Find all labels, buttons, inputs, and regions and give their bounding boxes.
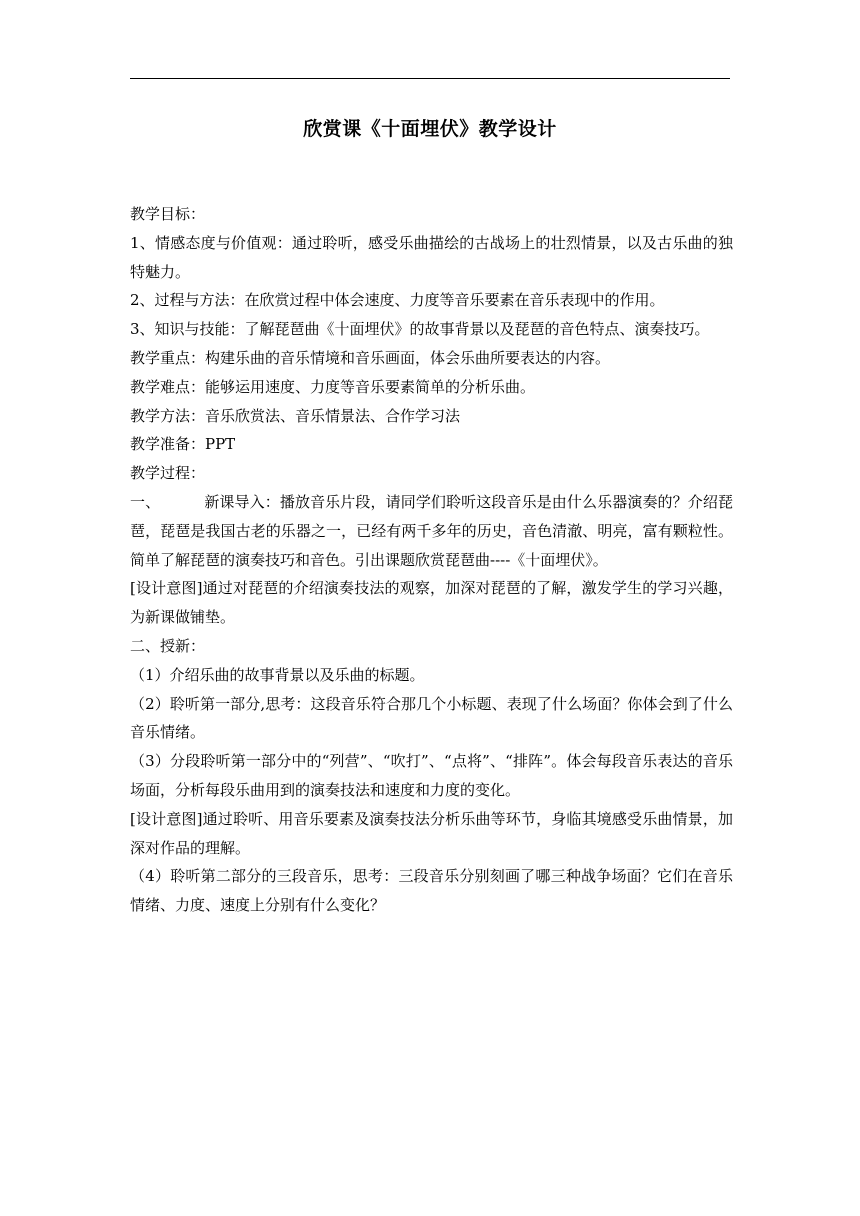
paragraph-section-1 [130,488,733,574]
paragraph-design-intent-1: [设计意图]通过对琵琶的介绍演奏技法的观察，加深对琵琶的了解，激发学生的学习兴趣，为新课做铺垫。 [130,579,733,627]
paragraph-step-2: （2）聆听第一部分,思考：这段音乐符合那几个小标题、表现了什么场面？你体会到了什么音乐情绪。 [130,694,733,742]
paragraph-difficulties: 教学难点：能够运用速度、力度等音乐要素简单的分析乐曲。 [130,377,536,396]
paragraph-process-heading: 教学过程： [130,464,206,483]
header-rule [130,78,730,79]
paragraph-design-intent-2: [设计意图]通过聆听、用音乐要素及演奏技法分析乐曲等环节，身临其境感受乐曲情景，加深对作品的理解。 [130,809,733,857]
paragraph-step-3: （3）分段聆听第一部分中的“列营”、“吹打”、“点将”、“排阵”。体会每段音乐表达的音乐场面，分析每段乐曲用到的演奏技法和速度和力度的变化。 [130,752,733,799]
document-title: 欣赏课《十面埋伏》教学设计 [303,118,557,140]
paragraph-key-points: 教学重点：构建乐曲的音乐情境和音乐画面，体会乐曲所要表达的内容。 [130,348,611,367]
paragraph-objective-2: 2、过程与方法：在欣赏过程中体会速度、力度等音乐要素在音乐表现中的作用。 [130,291,665,310]
paragraph-preparation: 教学准备：PPT [130,435,236,454]
paragraph-step-4: （4）聆听第二部分的三段音乐，思考：三段音乐分别刻画了哪三种战争场面？它们在音乐情绪、力度、速度上分别有什么变化？ [130,867,733,915]
paragraph-objective-1: 1、情感态度与价值观：通过聆听，感受乐曲描绘的古战场上的壮烈情景，以及古乐曲的独特魅力。 [130,233,733,281]
document-body [130,200,733,920]
section-1-marker: 一、 [130,492,161,511]
section-1-text: 新课导入：播放音乐片段，请同学们聆听这段音乐是由什么乐器演奏的？介绍琵琶，琵琶是我国古老的乐器之一，已经有两千多年的历史，音色清澈、明亮，富有颗粒性。简单了解琵琶的演奏技巧和音色。引出课题欣赏琵琶曲----《十面埋伏》。 [130,492,733,569]
paragraph-objective-3: 3、知识与技能：了解琵琶曲《十面埋伏》的故事背景以及琵琶的音色特点、演奏技巧。 [130,320,710,339]
paragraph-methods: 教学方法：音乐欣赏法、音乐情景法、合作学习法 [130,406,461,425]
paragraph-step-1: （1）介绍乐曲的故事背景以及乐曲的标题。 [130,665,425,684]
paragraph-section-2-heading: 二、授新： [130,636,206,655]
paragraph-objectives-heading: 教学目标： [130,205,206,223]
